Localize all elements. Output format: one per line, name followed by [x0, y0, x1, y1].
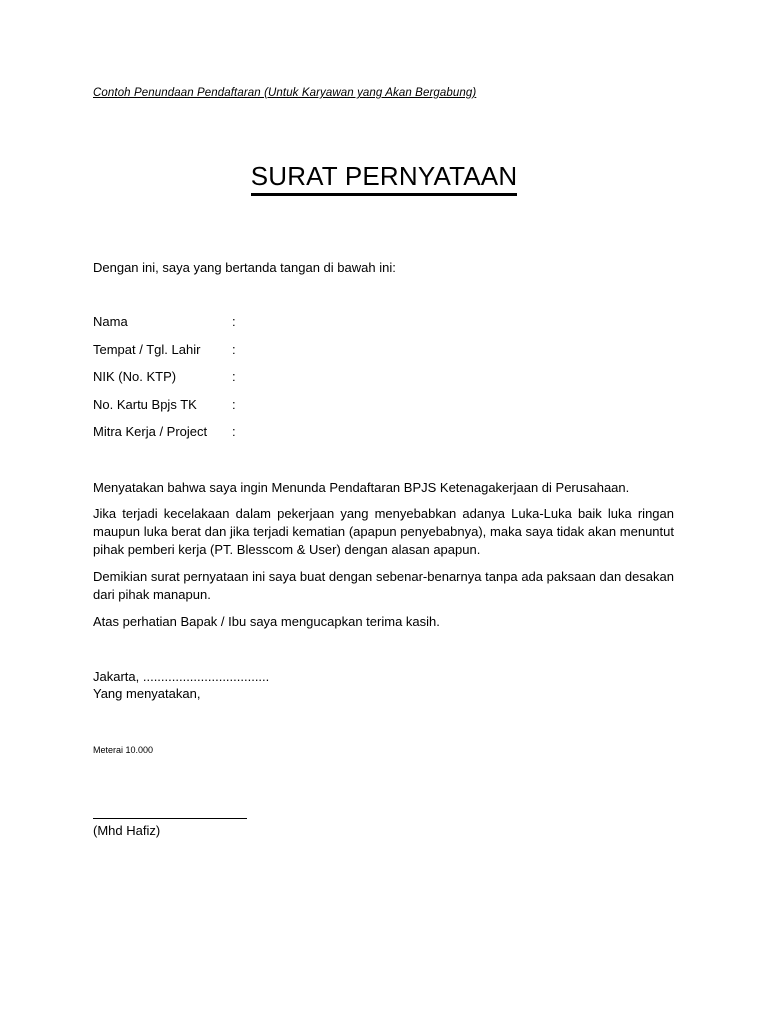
place-date: Jakarta, ...................................	[93, 669, 270, 684]
closing-paragraph: Atas perhatian Bapak / Ibu saya mengucapkan terima kasih.	[93, 614, 440, 629]
intro-text: Dengan ini, saya yang bertanda tangan di bawah ini:	[93, 260, 396, 275]
identity-fields	[93, 314, 493, 452]
signer-name: (Mhd Hafiz)	[93, 823, 161, 838]
field-colon: :	[232, 369, 236, 384]
field-row-kartu-bpjs	[93, 397, 493, 425]
document-subtitle: Contoh Penundaan Pendaftaran (Untuk Karyawan yang Akan Bergabung)	[93, 87, 477, 99]
field-colon: :	[232, 314, 236, 329]
statement-paragraph: Menyatakan bahwa saya ingin Menunda Pendaftaran BPJS Ketenagakerjaan di Perusahaan.	[93, 480, 630, 495]
field-row-nik	[93, 369, 493, 397]
document-title-text: SURAT PERNYATAAN	[251, 160, 518, 196]
stamp-duty-note: Meterai 10.000	[93, 745, 154, 755]
field-colon: :	[232, 341, 236, 357]
field-row-nama	[93, 314, 493, 342]
signature-line	[93, 818, 247, 819]
field-colon: :	[232, 396, 236, 412]
field-label-mitra-kerja: Mitra Kerja / Project	[93, 424, 208, 439]
liability-paragraph: Jika terjadi kecelakaan dalam pekerjaan yang menyebabkan adanya Luka-Luka baik luka ringan maupun luka berat dan jika terjadi kematian (apapun penyebabnya), maka saya tidak akan menuntut pihak pemberi kerja (PT. Blesscom & User) dengan alasan apapun.	[93, 506, 674, 557]
field-colon: :	[232, 424, 236, 439]
field-label-nik: NIK (No. KTP)	[93, 369, 177, 384]
document-title	[0, 160, 768, 196]
signer-role: Yang menyatakan,	[93, 686, 201, 701]
declaration-paragraph: Demikian surat pernyataan ini saya buat dengan sebenar-benarnya tanpa ada paksaan dan desakan dari pihak manapun.	[93, 569, 674, 602]
field-label-nama: Nama	[93, 314, 128, 329]
field-label-kartu-bpjs: No. Kartu Bpjs TK	[93, 396, 197, 412]
field-label-tempat-tgl-lahir: Tempat / Tgl. Lahir	[93, 341, 201, 357]
field-row-mitra-kerja	[93, 424, 493, 452]
field-row-tempat-tgl-lahir	[93, 342, 493, 370]
